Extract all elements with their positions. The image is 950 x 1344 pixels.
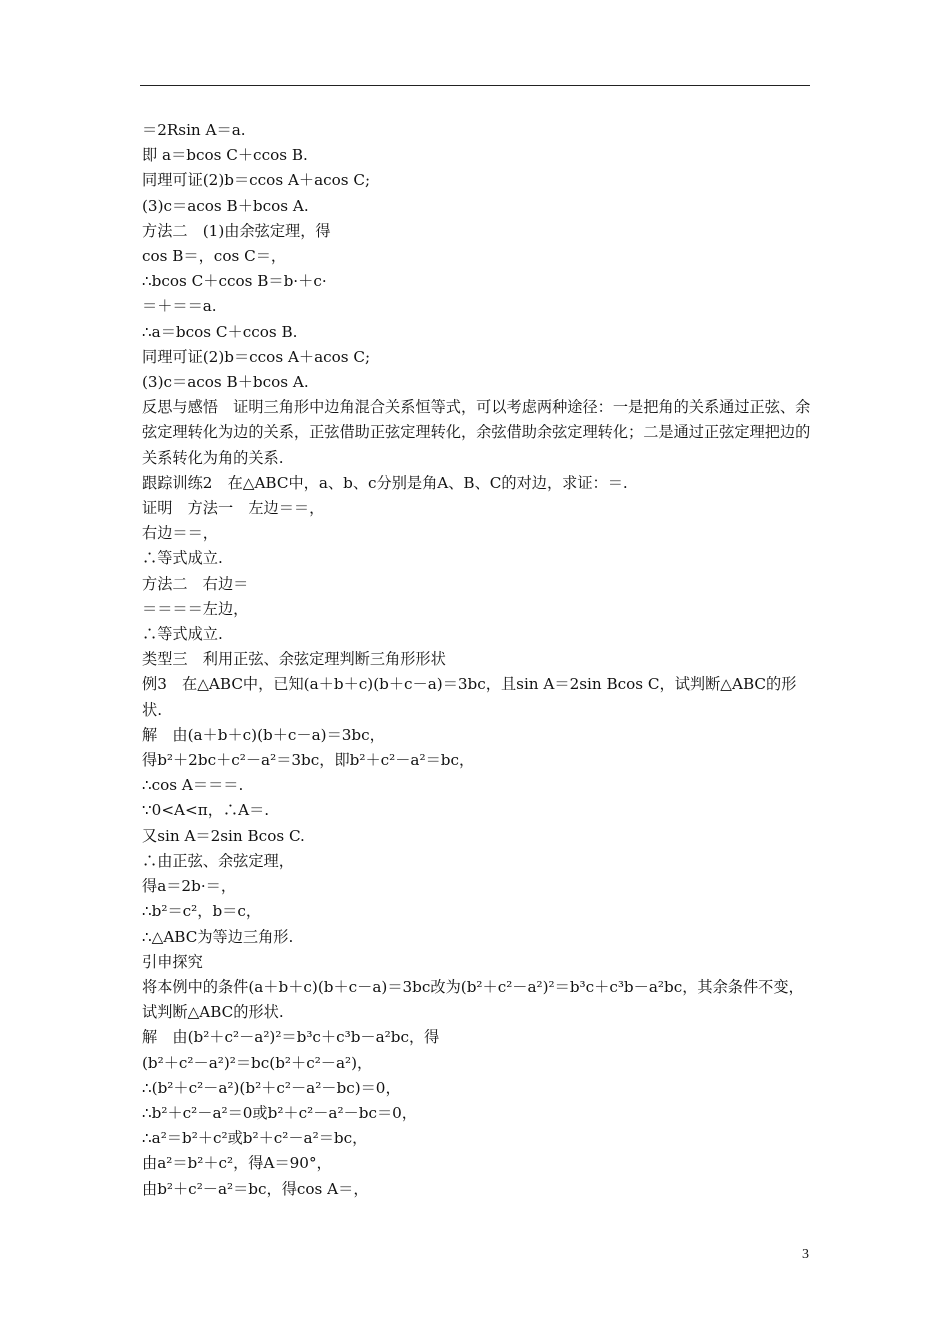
text-line: 方法二 右边＝ <box>142 574 249 593</box>
text-line: cos B＝，cos C＝， <box>142 247 287 266</box>
example-paragraph: 例3 在△ABC中，已知(a＋b＋c)(b＋c－a)＝3bc，且sin A＝2sin Bcos C，试判断△ABC的形状. <box>142 675 797 719</box>
text-line: 同理可证(2)b＝ccos A＋acos C; <box>142 171 371 190</box>
text-line: ∴cos A＝＝＝. <box>142 776 244 795</box>
text-line: 由b²＋c²－a²＝bc，得cos A＝， <box>142 1179 369 1198</box>
exercise-heading: 跟踪训练2 在△ABC中，a、b、c分别是角A、B、C的对边，求证：＝. <box>142 473 628 492</box>
reflection-paragraph: 反思与感悟 证明三角形中边角混合关系恒等式，可以考虑两种途径：一是把角的关系通过正弦、余弦定理转化为边的关系，正弦借助正弦定理转化，余弦借助余弦定理转化；二是通过正弦定理把边的关系转化为角的关系. <box>142 398 811 467</box>
text-line: ∴b²＝c²，b＝c， <box>142 902 262 921</box>
text-line: ＝＝＝＝左边， <box>142 599 249 618</box>
text-line: ∴bcos C＋ccos B＝b·＋c· <box>142 272 327 291</box>
text-line: 解 由(b²＋c²－a²)²＝b³c＋c³b－a²bc，得 <box>142 1028 440 1047</box>
text-line: 得a＝2b·＝， <box>142 877 237 896</box>
text-line: (3)c＝acos B＋bcos A. <box>142 373 309 392</box>
text-line: ∴等式成立. <box>142 549 223 568</box>
text-line: ∴a²＝b²＋c²或b²＋c²－a²＝bc， <box>142 1129 368 1148</box>
text-line: 解 由(a＋b＋c)(b＋c－a)＝3bc， <box>142 725 385 744</box>
body-text <box>142 118 812 1202</box>
text-line: 又sin A＝2sin Bcos C. <box>142 826 305 845</box>
text-line: 方法二 (1)由余弦定理，得 <box>142 221 331 240</box>
extension-paragraph: 将本例中的条件(a＋b＋c)(b＋c－a)＝3bc改为(b²＋c²－a²)²＝b³c＋c³b－a²bc，其余条件不变，试判断△ABC的形状. <box>142 977 804 1022</box>
text-line: ∴由正弦、余弦定理， <box>142 851 294 870</box>
text-line: ∴b²＋c²－a²＝0或b²＋c²－a²－bc＝0， <box>142 1103 417 1122</box>
header-rule <box>140 85 810 86</box>
text-line: ∴等式成立. <box>142 625 223 644</box>
text-line: ∴△ABC为等边三角形. <box>142 927 294 946</box>
subsection-heading: 引申探究 <box>142 952 203 971</box>
text-line: 证明 方法一 左边＝＝， <box>142 499 325 518</box>
text-line: 由a²＝b²＋c²，得A＝90°， <box>142 1154 332 1173</box>
text-line: (b²＋c²－a²)²＝bc(b²＋c²－a²)， <box>142 1053 373 1072</box>
text-line: ∴a＝bcos C＋ccos B. <box>142 322 298 341</box>
text-line: 右边＝＝， <box>142 524 218 543</box>
text-line: ∵0<A<π，∴A＝. <box>142 801 270 820</box>
text-line: ＝2Rsin A＝a. <box>142 121 246 139</box>
text-line: (3)c＝acos B＋bcos A. <box>142 196 309 215</box>
page-number: 3 <box>802 1247 809 1262</box>
text-line: ＝＋＝＝a. <box>142 297 217 316</box>
text-line: 同理可证(2)b＝ccos A＋acos C; <box>142 347 371 366</box>
text-line: ∴(b²＋c²－a²)(b²＋c²－a²－bc)＝0， <box>142 1078 401 1097</box>
text-line: 得b²＋2bc＋c²－a²＝3bc，即b²＋c²－a²＝bc， <box>142 751 475 770</box>
text-line: 即 a＝bcos C＋ccos B. <box>142 146 308 165</box>
section-heading: 类型三 利用正弦、余弦定理判断三角形形状 <box>142 650 446 669</box>
